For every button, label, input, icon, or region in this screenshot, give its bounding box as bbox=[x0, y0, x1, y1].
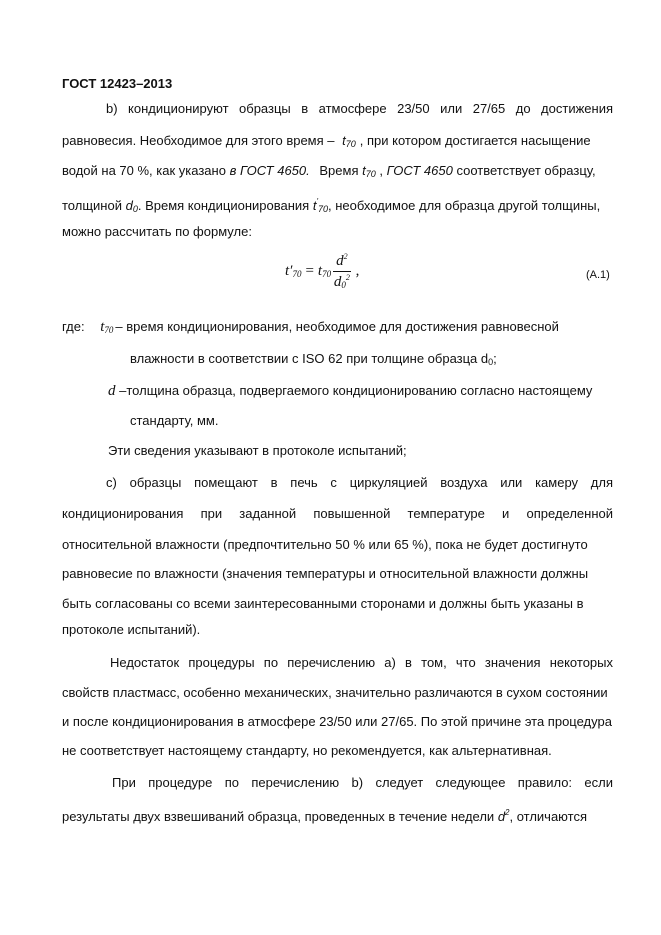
symbol-d0 bbox=[126, 198, 138, 213]
sub: 70 bbox=[365, 169, 376, 179]
t: t bbox=[362, 163, 366, 178]
text: , bbox=[379, 163, 384, 178]
sub: 0 bbox=[132, 204, 138, 214]
para2-line-3: и после кондиционирования в атмосфере 23/50 или 27/65. По этой причине эта процедура bbox=[62, 714, 612, 729]
note-line: Эти сведения указывают в протоколе испытаний; bbox=[108, 443, 407, 458]
t: t bbox=[317, 263, 323, 279]
sup: 2 bbox=[505, 808, 510, 817]
para2-line-1: Недостаток процедуры по перечислению а) в том, что значения некоторых bbox=[110, 655, 613, 670]
text: ; bbox=[493, 351, 497, 366]
ref-gost: ГОСТ 4650 bbox=[386, 163, 453, 178]
sub: 0 bbox=[488, 357, 494, 367]
text: – время кондиционирования, необходимое для достижения равновесной bbox=[115, 319, 559, 334]
where-line-3 bbox=[108, 383, 659, 399]
sup: 2 bbox=[343, 252, 348, 261]
text: –толщина образца, подвергаемого кондиционированию согласно настоящему bbox=[119, 383, 593, 398]
item-c-line-4: равновесие по влажности (значения температуры и относительной влажности должны bbox=[62, 566, 589, 581]
sup: ' bbox=[316, 197, 318, 206]
text: , при котором достигается насыщение bbox=[359, 133, 591, 148]
text: . Время кондиционирования bbox=[137, 198, 310, 213]
formula-lhs bbox=[285, 263, 301, 280]
sub: 70 bbox=[292, 269, 302, 279]
sup: 2 bbox=[345, 273, 350, 282]
t: t′ bbox=[285, 263, 293, 279]
where-line-1 bbox=[62, 319, 613, 338]
item-c-line-2: кондиционирования при заданной повышенной температуре и определенной bbox=[62, 506, 613, 521]
where-line-4: стандарту, мм. bbox=[130, 413, 219, 428]
text: соответствует образцу, bbox=[456, 163, 596, 178]
para3-line-1: При процедуре по перечислению b) следует следующее правило: если bbox=[112, 775, 613, 790]
formula-comma: , bbox=[355, 263, 360, 279]
para2-line-2: свойств пластмасс, особенно механических, значительно различаются в сухом состоянии bbox=[62, 685, 608, 700]
formula-t bbox=[318, 263, 331, 280]
sub: 0 bbox=[341, 280, 346, 290]
ref-gost: в ГОСТ 4650. bbox=[229, 163, 310, 178]
item-c-line-5: быть согласованы со всеми заинтересованными сторонами и должны быть указаны в bbox=[62, 596, 584, 611]
item-b-line-4 bbox=[62, 194, 613, 217]
item-b-line-3 bbox=[62, 163, 613, 182]
t: t bbox=[100, 319, 105, 335]
where-label: где: bbox=[62, 319, 85, 334]
d: d bbox=[336, 253, 344, 269]
para3-line-2 bbox=[62, 805, 613, 825]
sub: 70 bbox=[104, 325, 114, 335]
symbol-t70 bbox=[100, 319, 113, 335]
formula-fraction bbox=[333, 252, 351, 291]
document-header: ГОСТ 12423–2013 bbox=[62, 76, 173, 91]
sub: 70 bbox=[317, 204, 328, 214]
item-b-line-5: можно рассчитать по формуле: bbox=[62, 224, 252, 239]
text: , отличаются bbox=[509, 809, 587, 824]
symbol-t70-prime bbox=[313, 198, 328, 213]
para2-line-4: не соответствует настоящему стандарту, но рекомендуется, как альтернативная. bbox=[62, 743, 552, 758]
symbol-t70 bbox=[362, 163, 376, 178]
d: d bbox=[497, 809, 506, 824]
text: , необходимое для образца другой толщины, bbox=[327, 198, 601, 213]
text: равновесия. Необходимое для этого время – bbox=[62, 133, 335, 148]
formula-a1 bbox=[285, 252, 359, 291]
symbol-t70 bbox=[342, 133, 356, 148]
text: толщиной bbox=[62, 198, 122, 213]
where-line-2 bbox=[130, 351, 661, 370]
numerator bbox=[333, 252, 351, 272]
symbol-d2 bbox=[498, 809, 510, 824]
sub: 70 bbox=[322, 269, 332, 279]
text: водой на 70 %, как указано bbox=[62, 163, 226, 178]
equation-number: (А.1) bbox=[586, 269, 610, 281]
formula-eq: = bbox=[305, 263, 314, 279]
item-b-line-1: b) кондиционируют образцы в атмосфере 23/50 или 27/65 до достижения bbox=[106, 101, 613, 116]
text: результаты двух взвешиваний образца, проведенных в течение недели bbox=[62, 809, 495, 824]
symbol-d: d bbox=[108, 383, 116, 399]
d: d bbox=[125, 198, 133, 213]
denominator bbox=[334, 272, 350, 291]
item-c-line-6: протоколе испытаний). bbox=[62, 622, 201, 637]
t: t bbox=[342, 133, 346, 148]
sub: 70 bbox=[345, 139, 356, 149]
item-c-line-1: с) образцы помещают в печь с циркуляцией воздуха или камеру для bbox=[106, 475, 613, 490]
d: d bbox=[333, 274, 342, 290]
t: t bbox=[312, 198, 317, 213]
item-b-line-2 bbox=[62, 133, 613, 152]
text: влажности в соответствии с ISO 62 при толщине образца d bbox=[130, 351, 489, 366]
item-c-line-3: относительной влажности (предпочтительно 50 % или 65 %), пока не будет достигнуто bbox=[62, 537, 588, 552]
text: Время bbox=[319, 163, 359, 178]
